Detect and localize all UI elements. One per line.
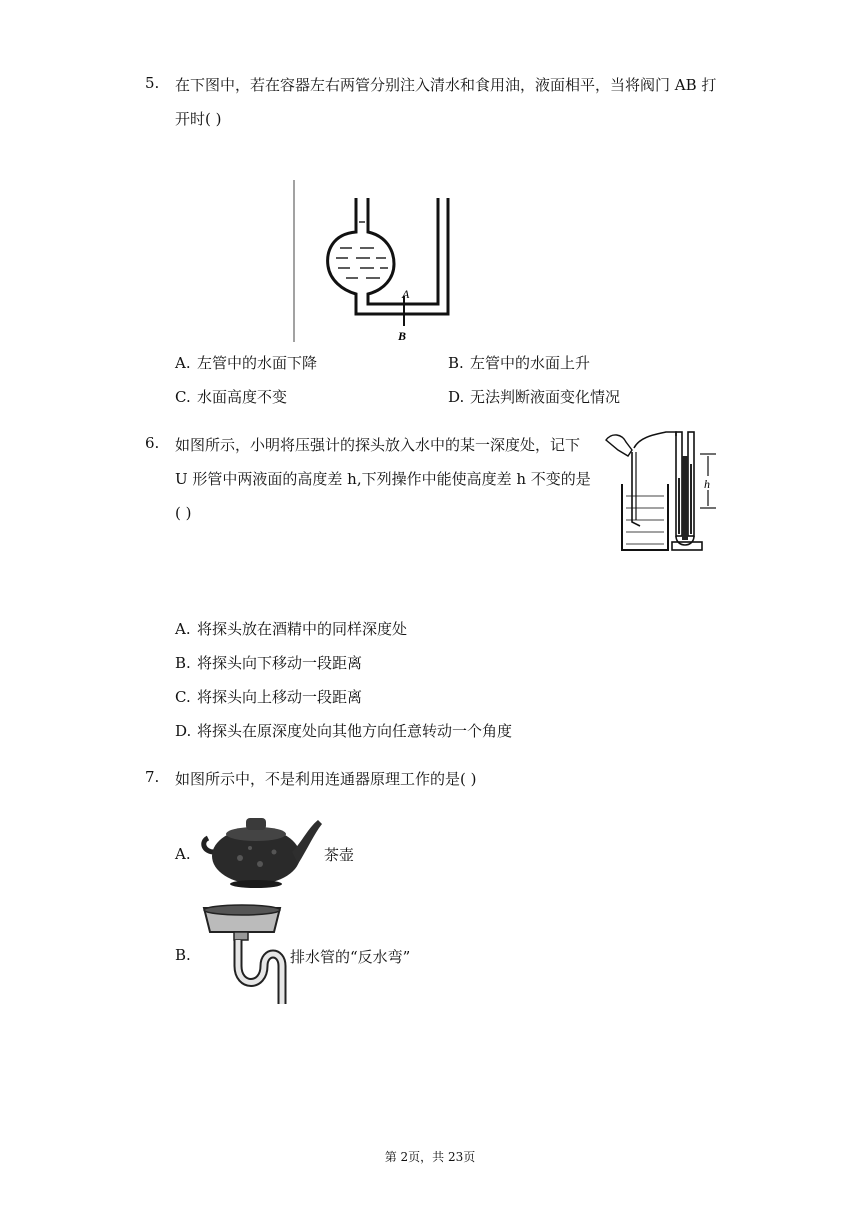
q7-option-a-key[interactable]: A.: [175, 845, 191, 863]
question-6-number: 6.: [145, 434, 160, 452]
option-key: B.: [448, 354, 464, 372]
option-text: 左管中的水面下降: [197, 354, 318, 372]
question-5-number: 5.: [145, 74, 160, 92]
option-key: D.: [448, 388, 465, 406]
height-difference-label: h: [704, 477, 710, 491]
option-text: 将探头向下移动一段距离: [197, 654, 363, 672]
question-7-number: 7.: [145, 768, 160, 786]
drain-trap-icon: [200, 904, 292, 1006]
option-key: B.: [175, 654, 191, 672]
question-5-text-line-2: 开时( ): [175, 110, 222, 128]
option-text: 水面高度不变: [197, 388, 288, 406]
option-text: 左管中的水面上升: [470, 354, 591, 372]
option-key: D.: [175, 722, 192, 740]
option-text: 将探头放在酒精中的同样深度处: [197, 620, 408, 638]
q5-option-c[interactable]: [175, 386, 287, 407]
teapot-icon: [200, 812, 324, 892]
q6-option-d[interactable]: [175, 720, 512, 741]
drain-trap-label: 排水管的“反水弯”: [290, 948, 411, 966]
pressure-gauge-figure: [600, 426, 720, 556]
teapot-label: 茶壶: [324, 846, 355, 864]
page-footer: 第 2页，共 23页: [384, 1150, 476, 1164]
option-key: A.: [175, 620, 191, 638]
valve-label-b: B: [398, 329, 407, 343]
question-5-text-line-1: 在下图中，若在容器左右两管分别注入清水和食用油，液面相平，当将阀门 AB 打: [175, 76, 717, 94]
question-7-text: 如图所示中，不是利用连通器原理工作的是( ): [175, 770, 477, 788]
q5-option-d[interactable]: [448, 386, 620, 407]
valve-label-a: A: [402, 287, 410, 301]
option-text: 将探头在原深度处向其他方向任意转动一个角度: [197, 722, 513, 740]
q6-option-c[interactable]: [175, 686, 362, 707]
option-key: A.: [175, 354, 191, 372]
q7-option-b-key[interactable]: B.: [175, 946, 191, 964]
question-6-text-line-2: U 形管中两液面的高度差 h,下列操作中能使高度差 h 不变的是: [175, 470, 591, 488]
question-6-text-line-3: ( ): [175, 504, 192, 522]
connected-vessel-figure: [290, 178, 470, 348]
q5-option-b[interactable]: [448, 352, 590, 373]
q6-option-a[interactable]: [175, 618, 407, 639]
option-text: 无法判断液面变化情况: [470, 388, 621, 406]
option-key: C.: [175, 688, 191, 706]
option-key: C.: [175, 388, 191, 406]
q5-option-a[interactable]: [175, 352, 317, 373]
question-6-text-line-1: 如图所示，小明将压强计的探头放入水中的某一深度处，记下: [175, 436, 581, 454]
option-text: 将探头向上移动一段距离: [197, 688, 363, 706]
q6-option-b[interactable]: [175, 652, 362, 673]
